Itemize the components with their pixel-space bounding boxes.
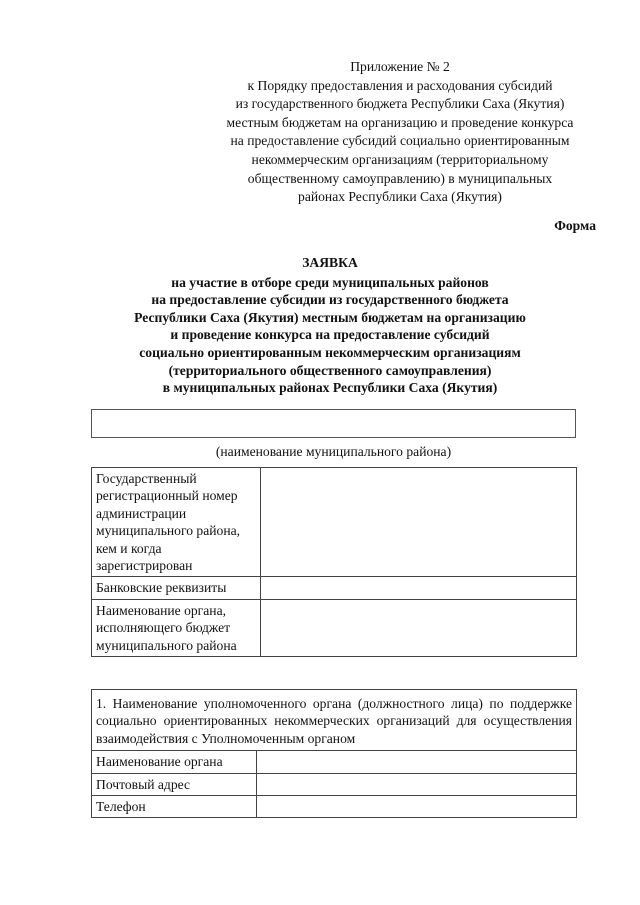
heading-line: и проведение конкурса на предоставление субсидий — [170, 327, 490, 343]
table-row — [92, 468, 577, 577]
appendix-line: Приложение № 2 — [350, 59, 450, 74]
body-name-field[interactable] — [257, 751, 577, 773]
bank-details-label: Банковские реквизиты — [92, 577, 261, 599]
heading-line: Республики Саха (Якутия) местным бюджетам на организацию — [134, 309, 526, 325]
postal-address-label: Почтовый адрес — [92, 773, 257, 795]
appendix-line: районах Республики Саха (Якутия) — [298, 189, 502, 205]
municipal-district-name-caption: (наименование муниципального района) — [215, 444, 452, 459]
appendix-line: общественному самоуправлению) в муниципальных — [247, 170, 553, 186]
application-title: ЗАЯВКА — [302, 255, 358, 270]
table-row — [92, 773, 577, 795]
postal-address-field[interactable] — [257, 773, 577, 795]
heading-line: на предоставление субсидии из государственного бюджета — [151, 292, 509, 308]
budget-executing-body-label: Наименование органа, исполняющего бюджет муниципального района — [92, 599, 261, 656]
table-row — [92, 751, 577, 773]
registration-number-label: Государственный регистрационный номер администрации муниципального района, кем и когда зарегистрирован — [92, 468, 261, 577]
form-label: Форма — [554, 218, 596, 233]
bank-details-field[interactable] — [261, 577, 577, 599]
heading-line: (территориального общественного самоуправления) — [168, 362, 492, 378]
appendix-line: местным бюджетам на организацию и проведение конкурса — [226, 114, 574, 130]
application-heading — [40, 254, 620, 397]
phone-field[interactable] — [257, 796, 577, 818]
appendix-line: к Порядку предоставления и расходования субсидий — [247, 77, 553, 93]
heading-line: на участие в отборе среди муниципальных районов — [171, 274, 489, 290]
appendix-line: из государственного бюджета Республики Саха (Якутия) — [235, 96, 565, 112]
heading-line: в муниципальных районах Республики Саха (Якутия) — [162, 380, 498, 396]
table-row — [92, 690, 577, 751]
budget-executing-body-field[interactable] — [261, 599, 577, 656]
table-row — [92, 577, 577, 599]
appendix-header — [190, 58, 610, 207]
district-info-table — [91, 467, 577, 657]
authorized-body-header: 1. Наименование уполномоченного органа (должностного лица) по поддержке социально ориентированных некоммерческих организаций для осуществления взаимодействия с Уполномоченным органом — [92, 690, 577, 751]
table-row — [92, 796, 577, 818]
registration-number-field[interactable] — [261, 468, 577, 577]
authorized-body-table — [91, 689, 577, 818]
phone-label: Телефон — [92, 796, 257, 818]
municipal-district-name-field[interactable] — [91, 409, 576, 438]
appendix-line: на предоставление субсидий социально ориентированным — [230, 133, 570, 149]
heading-line: социально ориентированным некоммерческим организациям — [139, 344, 521, 360]
appendix-line: некоммерческим организациям (территориальному — [251, 151, 549, 167]
body-name-label: Наименование органа — [92, 751, 257, 773]
table-row — [92, 599, 577, 656]
